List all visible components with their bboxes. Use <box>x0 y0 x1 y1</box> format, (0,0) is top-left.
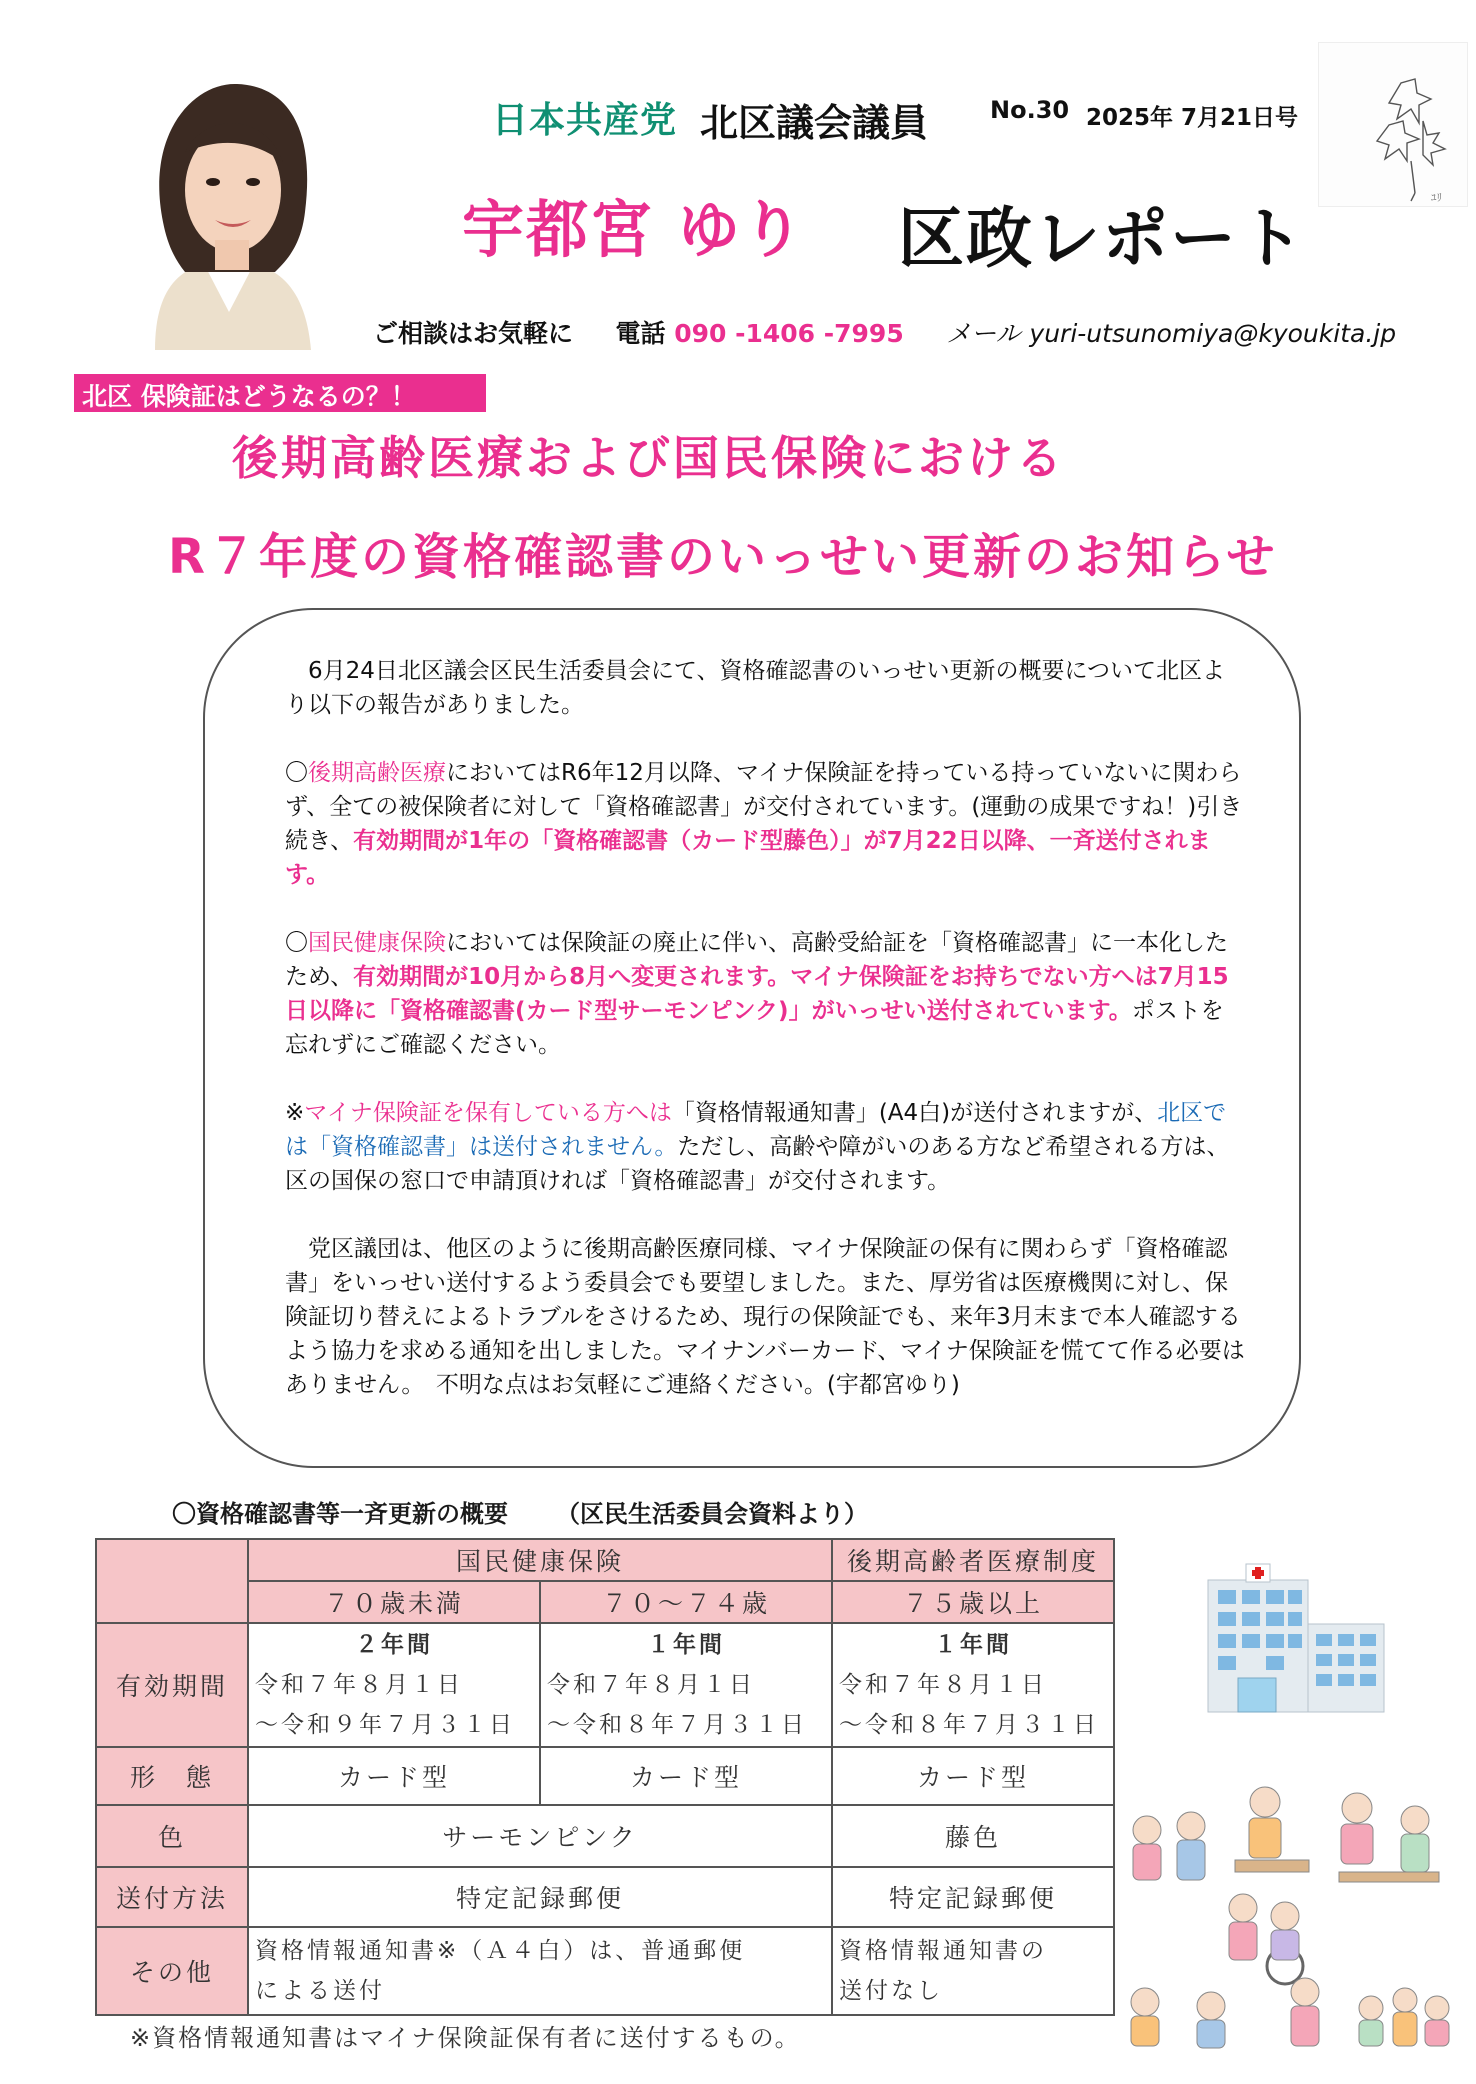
phone-number[interactable]: 090 -1406 -7995 <box>674 319 904 348</box>
contact-lead: ご相談はお気軽に <box>373 319 574 348</box>
cell-send-kokuho: 特定記録郵便 <box>248 1867 832 1927</box>
table-row <box>96 1539 1114 1581</box>
notice-body <box>285 654 1245 1402</box>
table-row <box>96 1867 1114 1927</box>
party-name: 日本共産党 <box>492 100 678 141</box>
contact-line <box>373 314 1396 350</box>
cell-form-75-plus: カード型 <box>832 1747 1114 1805</box>
cell-other-kokuho: 資格情報通知書※（Ａ４白）は、普通郵便 による送付 <box>248 1927 832 2015</box>
row-label-form: 形 態 <box>96 1747 248 1805</box>
table-row <box>96 1581 1114 1623</box>
cell-form-70-74: カード型 <box>540 1747 832 1805</box>
cell-validity-75-plus: １年間 令和７年８月１日 ～令和８年７月３１日 <box>832 1623 1114 1747</box>
row-label-other: その他 <box>96 1927 248 2015</box>
cell-color-kokuho: サーモンピンク <box>248 1805 832 1867</box>
svg-text:ﾕﾘ: ﾕﾘ <box>1431 191 1442 204</box>
cell-color-kouki: 藤色 <box>832 1805 1114 1867</box>
mail-label: メール <box>946 319 1021 348</box>
cell-other-kouki: 資格情報通知書の 送付なし <box>832 1927 1114 2015</box>
notice-paragraph-kokuho: 〇国民健康保険においては保険証の廃止に伴い、高齢受給証を「資格確認書」に一本化したため、有効期間が10月から8月へ変更されます。マイナ保険証をお持ちでない方へは7月15日以降に「資格確認書(カード型サーモンピンク)」がいっせい送付されています。ポストを忘れずにご確認ください。 <box>285 930 1229 1058</box>
issue-number: No.30 <box>990 96 1070 124</box>
cell-send-kouki: 特定記録郵便 <box>832 1867 1114 1927</box>
table-row <box>96 1927 1114 2015</box>
mail-address[interactable]: yuri-utsunomiya@kyoukita.jp <box>1029 319 1397 348</box>
issue-date: 2025年 7月21日号 <box>1086 105 1299 131</box>
table-footnote: ※資格情報通知書はマイナ保険証保有者に送付するもの。 <box>130 2024 801 2052</box>
row-label-color: 色 <box>96 1805 248 1867</box>
header-under-70: ７０歳未満 <box>248 1581 540 1623</box>
cell-validity-70-74: １年間 令和７年８月１日 ～令和８年７月３１日 <box>540 1623 832 1747</box>
notice-paragraph-kouki: 〇後期高齢医療においてはR6年12月以降、マイナ保険証を持っている持っていないに関わらず、全ての被保険者に対して「資格確認書」が交付されています。(運動の成果ですね！)引き続き、有効期間が1年の「資格確認書（カード型藤色）」が7月22日以降、一斉送付されます。 <box>285 760 1243 888</box>
report-title: 区政レポート <box>898 200 1306 277</box>
renewal-overview-table <box>95 1538 1115 2016</box>
table-caption: 〇資格確認書等一斉更新の概要 （区民生活委員会資料より） <box>172 1500 868 1528</box>
topic-banner: 北区 保険証はどうなるの？！ <box>74 374 486 412</box>
row-label-send: 送付方法 <box>96 1867 248 1927</box>
hospital-illustration <box>1198 1562 1388 1717</box>
headline-line1: 後期高齢医療および国民保険における <box>232 431 1065 485</box>
header-75-plus: ７５歳以上 <box>832 1581 1114 1623</box>
council-title: 北区議会議員 <box>700 101 929 145</box>
caregiving-illustration <box>1125 1740 1455 2050</box>
row-label-validity: 有効期間 <box>96 1623 248 1747</box>
table-row <box>96 1805 1114 1867</box>
cell-form-under-70: カード型 <box>248 1747 540 1805</box>
header-kokuho: 国民健康保険 <box>248 1539 832 1581</box>
notice-paragraph-party: 党区議団は、他区のように後期高齢医療同様、マイナ保険証の保有に関わらず「資格確認書」をいっせい送付するよう委員会でも要望しました。また、厚労省は医療機関に対し、保険証切り替えによるトラブルをさけるため、現行の保険証でも、来年3月末まで本人確認するよう協力を求める通知を出しました。マイナンバーカード、マイナ保険証を慌てて作る必要はありません。 不明な点はお気軽にご連絡ください。(宇都宮ゆり) <box>285 1236 1245 1398</box>
table-row <box>96 1747 1114 1805</box>
councilor-name: 宇都宮 ゆり <box>462 193 806 266</box>
notice-paragraph-intro: 6月24日北区議会区民生活委員会にて、資格確認書のいっせい更新の概要について北区より以下の報告がありました。 <box>285 658 1225 718</box>
notice-paragraph-note: ※マイナ保険証を保有している方へは「資格情報通知書」(A4白)が送付されますが、北区では「資格確認書」は送付されません。ただし、高齢や障がいのある方など希望される方は、区の国保の窓口で申請頂ければ「資格確認書」が交付されます。 <box>285 1100 1230 1194</box>
portrait-photo <box>115 72 343 350</box>
table-row <box>96 1623 1114 1747</box>
phone-label: 電話 <box>615 319 666 348</box>
cell-validity-under-70: ２年間 令和７年８月１日 ～令和９年７月３１日 <box>248 1623 540 1747</box>
headline-line2: R７年度の資格確認書のいっせい更新のお知らせ <box>168 529 1278 585</box>
header-70-74: ７０～７４歳 <box>540 1581 832 1623</box>
lily-illustration <box>1318 42 1468 207</box>
header-kouki: 後期高齢者医療制度 <box>832 1539 1114 1581</box>
